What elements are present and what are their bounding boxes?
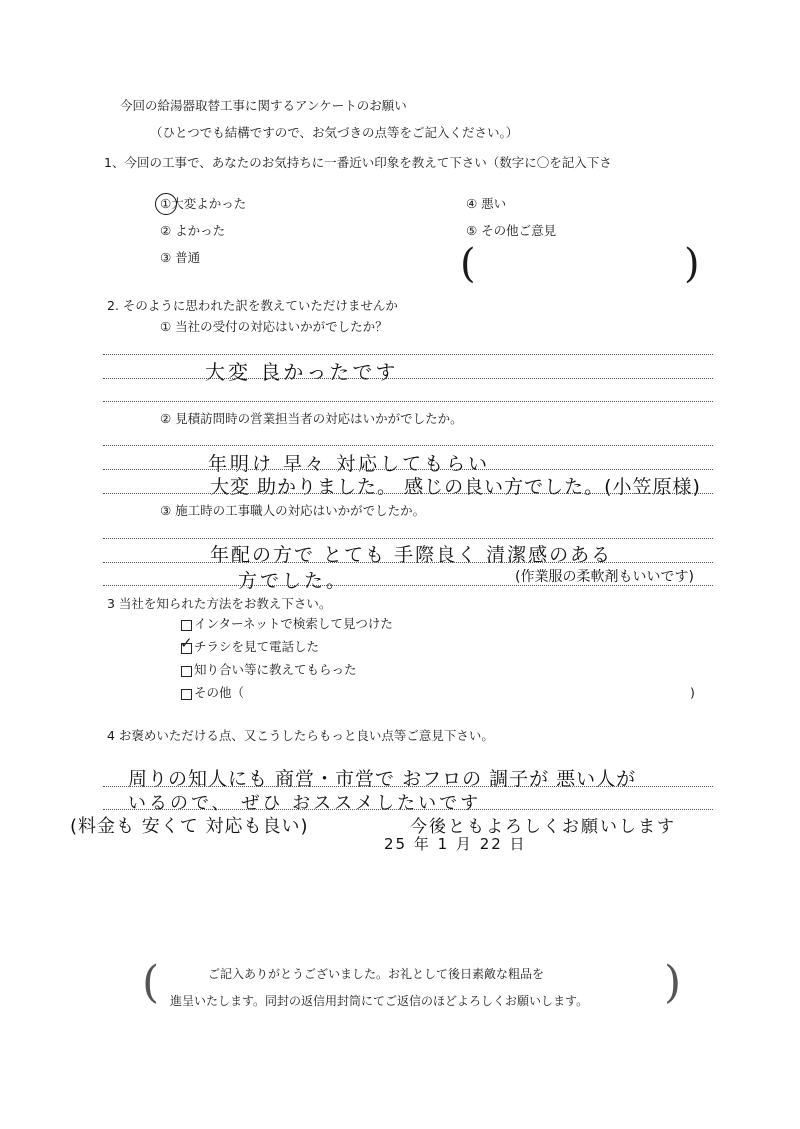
q1-option-2[interactable]: ② よかった <box>160 223 226 238</box>
answer-rule <box>103 445 713 446</box>
answer-rule <box>103 809 713 810</box>
checkbox-acquaintance[interactable] <box>181 666 192 677</box>
q4-answer-line3: (料金も 安くて 対応も良い) <box>70 816 309 837</box>
q2-answer3-line1: 年配の方で とても 手際良く 清潔感のある <box>210 544 613 566</box>
q4-question: 4 お褒めいただける点、又こうしたらもっと良い点等ご意見下さい。 <box>107 728 494 743</box>
checkbox-internet[interactable] <box>181 620 192 631</box>
answer-rule <box>103 786 713 787</box>
q3-option-4: その他（ <box>194 685 245 700</box>
answer-rule <box>103 378 713 379</box>
survey-title: 今回の給湯器取替工事に関するアンケートのお願い <box>120 98 407 113</box>
answer-rule <box>103 493 713 494</box>
q3-question: 3 当社を知られた方法をお教え下さい。 <box>107 596 332 611</box>
q3-other-close-paren: ) <box>690 685 695 700</box>
q1-question: 1、今回の工事で、あなたのお気持ちに一番近い印象を教えて下さい（数字に〇を記入下さ <box>104 155 612 170</box>
q4-date: 25 年 1 月 22 日 <box>384 835 527 853</box>
q2-answer2-line1: 年明け 早々 対応してもらい <box>208 453 491 475</box>
q3-option-1: インターネットで検索して見つけた <box>194 616 393 631</box>
answer-rule <box>103 401 713 402</box>
q2-answer3-line2: 方でした。 <box>238 570 349 592</box>
q1-option-1[interactable]: ①大変よかった <box>160 196 247 211</box>
checkbox-other[interactable] <box>181 689 192 700</box>
q4-closing: 今後ともよろしくお願いします <box>410 817 676 837</box>
q3-option-2: チラシを見て電話した <box>194 639 320 654</box>
q2-sub1: ① 当社の受付の対応はいかがでしたか？ <box>160 319 388 334</box>
q3-option-3: 知り合い等に教えてもらった <box>194 662 357 677</box>
q2-answer1: 大変 良かったです <box>205 360 399 384</box>
q1-option-3[interactable]: ③ 普通 <box>160 250 201 265</box>
q1-option-5[interactable]: ⑤ その他ご意見 <box>466 223 557 238</box>
footer-bracket-right: ) <box>664 957 682 1008</box>
q2-answer3-note: (作業服の柔軟剤もいいです) <box>515 569 694 585</box>
checkmark-icon: ✓ <box>180 634 193 652</box>
answer-rule <box>103 469 713 470</box>
q2-sub3: ③ 施工時の工事職人の対応はいかがでしたか。 <box>160 503 426 518</box>
answer-rule <box>103 562 713 563</box>
q1-other-paren-open: ( <box>460 241 476 287</box>
footer-line2: 進呈いたします。同封の返信用封筒にてご返信のほどよろしくお願いします。 <box>170 994 589 1008</box>
survey-subtitle: （ひとつでも結構ですので、お気づきの点等をご記入ください。） <box>150 125 519 140</box>
answer-rule <box>103 538 713 539</box>
q2-sub2: ② 見積訪問時の営業担当者の対応はいかがでしたか。 <box>160 411 463 426</box>
q4-answer-line2: いるので、 ぜひ おススメしたいです <box>128 793 482 814</box>
footer-bracket-left: ( <box>142 957 160 1008</box>
q1-option-4[interactable]: ④ 悪い <box>466 196 507 211</box>
q2-answer2-line2: 大変 助かりました。 感じの良い方でした。(小笠原様) <box>210 476 701 498</box>
footer-line1: ご記入ありがとうございました。お礼として後日素敵な粗品を <box>208 967 545 981</box>
answer-rule <box>103 354 713 355</box>
q2-question: 2. そのように思われた訳を教えていただけませんか <box>107 298 398 313</box>
q1-other-paren-close: ) <box>684 241 700 287</box>
answer-rule <box>103 585 713 586</box>
q4-answer-line1: 周りの知人にも 商営・市営で おフロの 調子が 悪い人が <box>128 768 637 790</box>
